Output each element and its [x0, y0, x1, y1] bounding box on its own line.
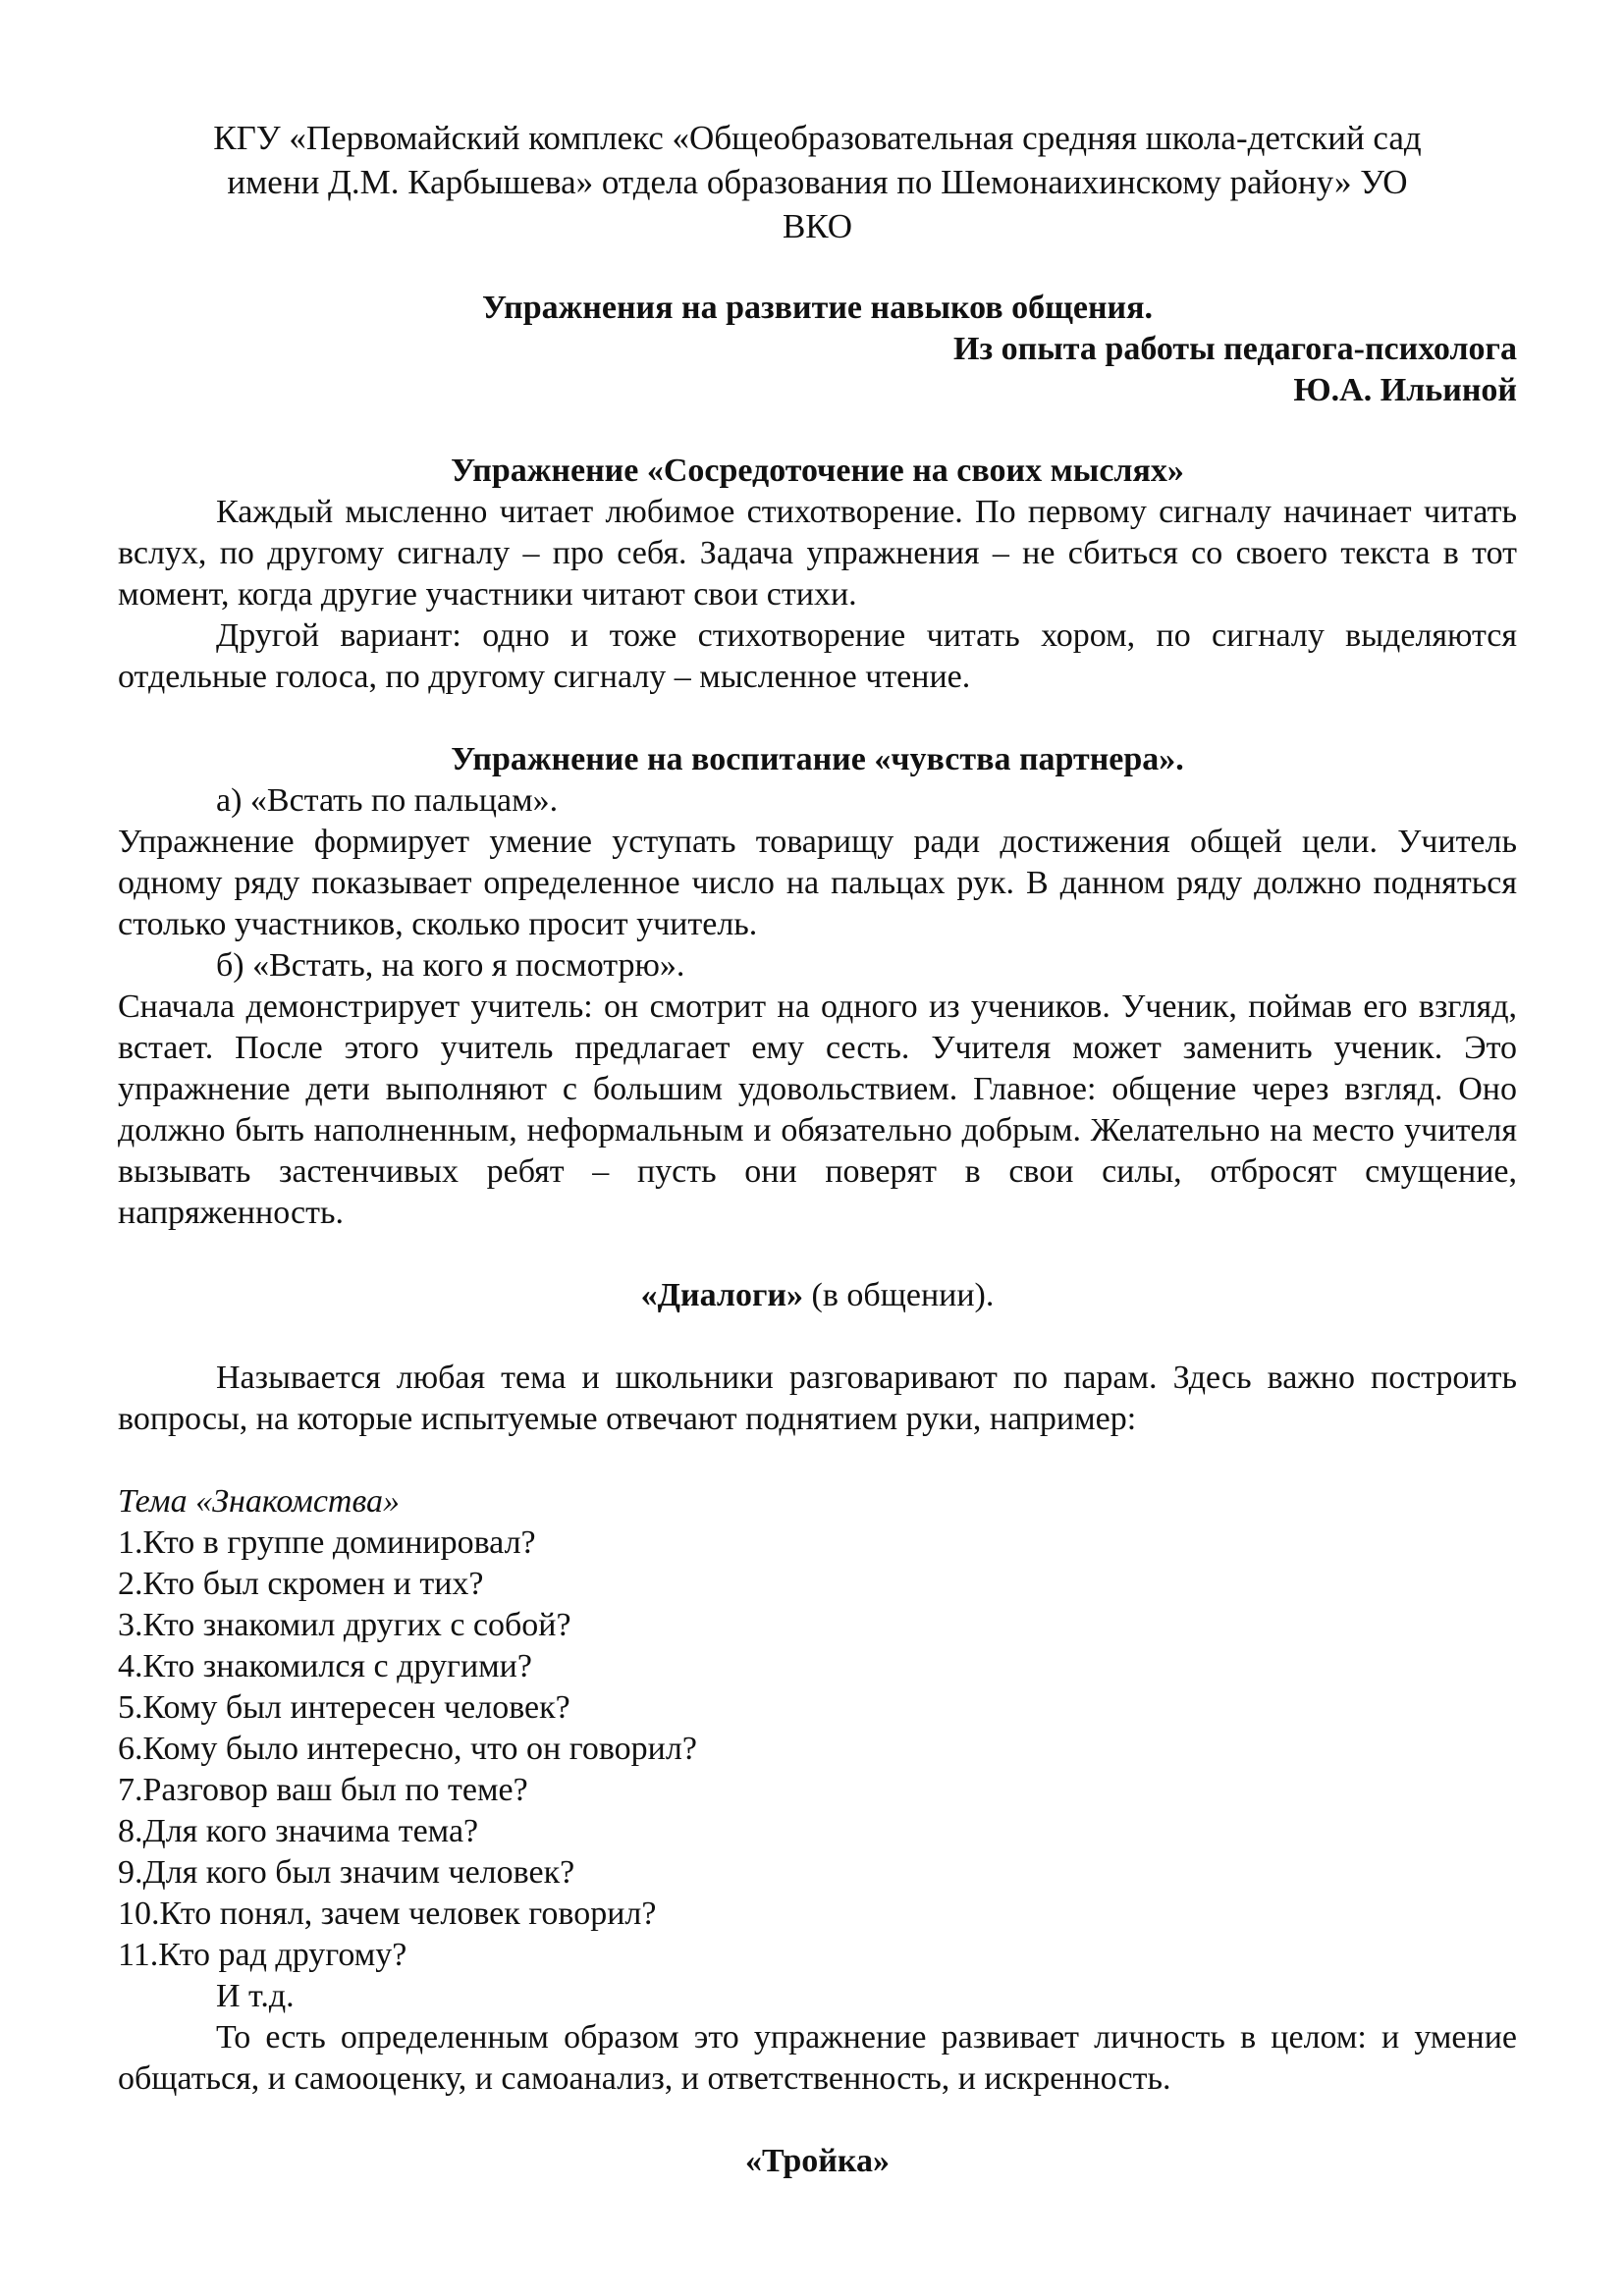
header-line-3: ВКО — [782, 207, 853, 245]
document-header — [118, 116, 1517, 248]
topic-label: Тема «Знакомства» — [118, 1483, 401, 1520]
section-2-subheading-b: б) «Встать, на кого я посмотрю». — [216, 947, 685, 984]
section-3-heading-title: «Диалоги» — [640, 1277, 804, 1313]
section-1-paragraph-2: Другой вариант: одно и тоже стихотворение читать хором, по сигналу выделяются отдельные голоса, по другому сигналу – мысленное чтение. — [118, 617, 1517, 695]
list-item: 4.Кто знакомился с другими? — [118, 1648, 532, 1684]
section-3-heading — [118, 1275, 1517, 1316]
section-1-paragraph-1: Каждый мысленно читает любимое стихотворение. По первому сигналу начинает читать вслух, по другому сигналу – про себя. Задача упражнения – не сбиться со своего текста в тот момент, когда другие участники читают свои стихи. — [118, 494, 1517, 613]
list-item: 3.Кто знакомил других с собой? — [118, 1607, 571, 1643]
section-4-heading: «Тройка» — [745, 2143, 890, 2179]
section-2-paragraph-a: Упражнение формирует умение уступать товарищу ради достижения общей цели. Учитель одному ряду показывает определенное число на пальцах рук. В данном ряду должно подняться столько участников, сколько просит учитель. — [118, 824, 1517, 942]
list-item: 10.Кто понял, зачем человек говорил? — [118, 1896, 657, 1932]
author-line-2: Ю.А. Ильиной — [1293, 372, 1517, 408]
etc-text: И т.д. — [216, 1978, 295, 2014]
section-3-paragraph-2: То есть определенным образом это упражнение развивает личность в целом: и умение общаться, и самооценку, и самоанализ, и ответственность, и искренность. — [118, 2019, 1517, 2097]
section-3-paragraph-1: Называется любая тема и школьники разговаривают по парам. Здесь важно построить вопросы, на которые испытуемые отвечают поднятием руки, например: — [118, 1360, 1517, 1437]
question-list — [118, 1522, 1517, 1976]
list-item: 1.Кто в группе доминировал? — [118, 1524, 536, 1561]
list-item: 9.Для кого был значим человек? — [118, 1854, 575, 1891]
list-item: 2.Кто был скромен и тих? — [118, 1566, 484, 1602]
section-2-heading: Упражнение на воспитание «чувства партнера». — [451, 741, 1184, 777]
list-item: 6.Кому было интересно, что он говорил? — [118, 1731, 697, 1767]
document-page — [118, 116, 1517, 2182]
section-2-subheading-a: а) «Встать по пальцам». — [216, 782, 559, 819]
list-item: 7.Разговор ваш был по теме? — [118, 1772, 528, 1808]
list-item: 5.Кому был интересен человек? — [118, 1689, 570, 1726]
list-item: 8.Для кого значима тема? — [118, 1813, 479, 1849]
section-1-heading: Упражнение «Сосредоточение на своих мыслях» — [451, 453, 1184, 489]
header-line-2: имени Д.М. Карбышева» отдела образования по Шемонаихинскому району» УО — [227, 163, 1408, 201]
list-item: 11.Кто рад другому? — [118, 1937, 407, 1973]
section-2-paragraph-b: Сначала демонстрирует учитель: он смотрит на одного из учеников. Ученик, поймав его взгляд, встает. После этого учитель предлагает ему сесть. Учителя может заменить ученик. Это упражнение дети выполняют с большим удовольствием. Главное: общение через взгляд. Оно должно быть наполненным, неформальным и обязательно добрым. Желательно на место учителя вызывать застенчивых ребят – пусть они поверят в свои силы, отбросят смущение, напряженность. — [118, 988, 1517, 1231]
author-line-1: Из опыта работы педагога-психолога — [953, 331, 1517, 367]
section-3-heading-note: (в общении). — [803, 1277, 995, 1313]
header-line-1: КГУ «Первомайский комплекс «Общеобразовательная средняя школа-детский сад — [213, 119, 1422, 157]
document-title: Упражнения на развитие навыков общения. — [481, 290, 1154, 326]
